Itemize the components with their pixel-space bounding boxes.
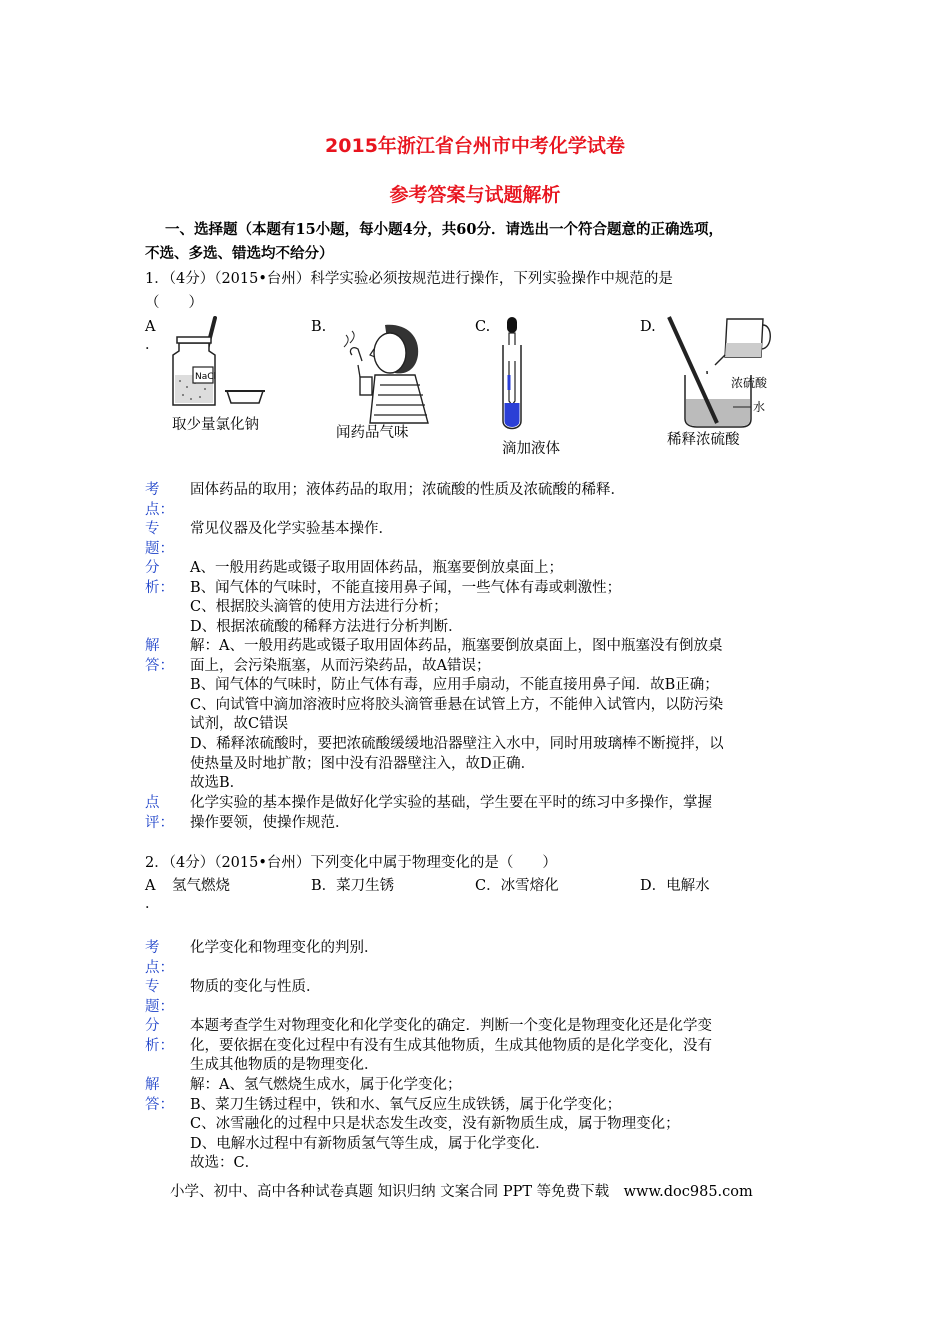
q1-fenxi-label: 分 析：: [145, 560, 174, 596]
q1-option-b-letter: B.: [311, 319, 327, 335]
q1-option-c-letter: C.: [475, 319, 491, 335]
q2-fenxi: 本题考查学生对物理变化和化学变化的确定．判断一个变化是物理变化还是化学变 化，要依据在变化过程中有没有生成其他物质，生成其他物质的是化学变化，没有 生成其他物质的是物理变化．: [190, 1018, 712, 1074]
q2-option-b: B．菜刀生锈: [311, 878, 395, 894]
q1-stem-line2: （ ）: [145, 295, 203, 311]
q1-dianping: 化学实验的基本操作是做好化学实验的基础，学生要在平时的练习中多操作，掌握 操作要领，使操作规范．: [190, 795, 712, 831]
page-title: 2015年浙江省台州市中考化学试卷: [325, 135, 625, 157]
q1-option-a-caption: 取少量氯化钠: [172, 417, 259, 433]
dilution-illustration: [655, 315, 780, 430]
q1-option-b-caption: 闻药品气味: [336, 425, 409, 441]
q2-jieda: 解：A、氢气燃烧生成水，属于化学变化； B、菜刀生锈过程中，铁和水、氧气反应生成铁锈，属于化学变化； C、冰雪融化的过程中只是状态发生改变，没有新物质生成，属于物理变化； D、电解水过程中有新物质氢气等生成，属于化学变化． 故选：C．: [190, 1077, 680, 1172]
q2-option-a-letter: A: [145, 878, 156, 894]
smelling-illustration: [330, 315, 440, 425]
nacl-jar-illustration: [165, 315, 275, 415]
q2-fenxi-label: 分 析：: [145, 1018, 174, 1054]
q1-fenxi: A、一般用药匙或镊子取用固体药品，瓶塞要倒放桌面上； B、闻气体的气味时，不能直接用鼻子闻，一些气体有毒或刺激性； C、根据胶头滴管的使用方法进行分析； D、根据浓硫酸的稀释方法进行分析判断．: [190, 560, 622, 635]
q2-option-a: 氢气燃烧: [172, 878, 230, 894]
q2-kaodian-label: 考 点：: [145, 940, 174, 976]
nacl-label: NaCl: [195, 372, 217, 382]
page-footer: 小学、初中、高中各种试卷真题 知识归纳 文案合同 PPT 等免费下载 www.doc985.com: [170, 1184, 753, 1200]
q1-jieda: 解：A、一般用药匙或镊子取用固体药品，瓶塞要倒放桌面上，图中瓶塞没有倒放桌 面上，会污染瓶塞，从而污染药品，故A错误； B、闻气体的气味时，防止气体有毒，应用手扇动，不能直接用鼻子闻．故B正确； C、向试管中滴加溶液时应将胶头滴管垂悬在试管上方，不能伸入试管内，以防污染 试剂，故C错误 D、稀释浓硫酸时，要把浓硫酸缓缓地沿器壁注入水中，同时用玻璃棒不断搅拌，以 使热量及时地扩散；图中没有沿器壁注入，故D正确． 故选B．: [190, 638, 724, 792]
q2-option-c: C．冰雪熔化: [475, 878, 559, 894]
water-label: 水: [753, 400, 766, 414]
q1-kaodian: 固体药品的取用；液体药品的取用；浓硫酸的性质及浓硫酸的稀释．: [190, 482, 625, 498]
q1-zhuanti: 常见仪器及化学实验基本操作．: [190, 521, 393, 537]
q2-option-a-dot: ．: [145, 896, 160, 912]
q1-option-d-caption: 稀释浓硫酸: [667, 432, 740, 448]
acid-label: 浓硫酸: [731, 376, 768, 390]
page-subtitle: 参考答案与试题解析: [389, 184, 561, 206]
q2-stem: 2．（4分）（2015•台州）下列变化中属于物理变化的是（ ）: [145, 855, 557, 871]
q1-option-c-caption: 滴加液体: [502, 441, 560, 457]
dropper-illustration: [495, 315, 535, 435]
q2-option-d: D．电解水: [640, 878, 710, 894]
q2-zhuanti-label: 专 题：: [145, 979, 174, 1015]
q1-option-a-letter: A: [145, 319, 156, 335]
q2-jieda-label: 解 答：: [145, 1077, 174, 1113]
q1-jieda-label: 解 答：: [145, 638, 174, 674]
q1-dianping-label: 点 评：: [145, 795, 174, 831]
section-heading-line2: 不选、多选、错选均不给分）: [145, 245, 334, 262]
q2-kaodian: 化学变化和物理变化的判别．: [190, 940, 379, 956]
q1-kaodian-label: 考 点：: [145, 482, 174, 518]
q1-option-d-letter: D.: [640, 319, 656, 335]
q1-zhuanti-label: 专 题：: [145, 521, 174, 557]
section-heading-line1: 一、选择题（本题有15小题，每小题4分，共60分．请选出一个符合题意的正确选项，: [165, 221, 723, 238]
q2-zhuanti: 物质的变化与性质．: [190, 979, 321, 995]
q1-stem-line1: 1．（4分）（2015•台州）科学实验必须按规范进行操作，下列实验操作中规范的是: [145, 271, 673, 287]
q1-option-a-dot: ．: [145, 337, 160, 353]
